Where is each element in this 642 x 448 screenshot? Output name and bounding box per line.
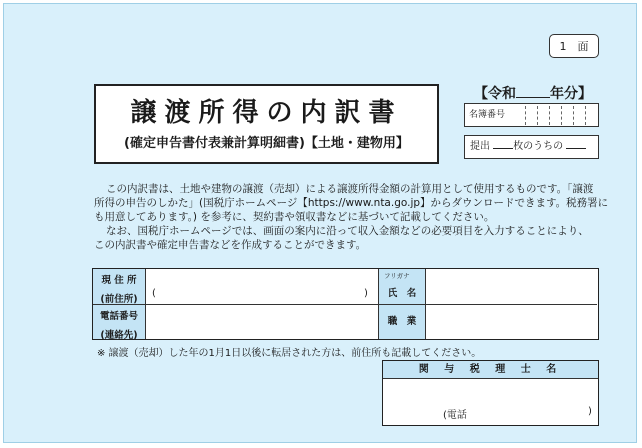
row-divider	[93, 304, 597, 305]
page-number: 1 面	[549, 34, 599, 58]
name-label: 氏 名	[387, 288, 417, 299]
tax-accountant-field[interactable]	[383, 379, 598, 425]
phone-label: 電話番号	[99, 311, 138, 322]
tax-accountant-tel-open: (電話	[443, 410, 467, 421]
col-divider-2	[378, 269, 379, 339]
era-year-field[interactable]	[516, 85, 550, 98]
prev-address-label: (前住所)	[100, 294, 138, 305]
furigana-label: フリガナ	[384, 272, 410, 280]
occupation-field[interactable]	[426, 305, 597, 339]
applicant-table	[92, 268, 599, 340]
name-field[interactable]	[426, 269, 597, 304]
intro-line-5: この内訳書や確定申告書などを作成することができます。	[94, 239, 367, 251]
teishutsu-box	[464, 135, 599, 159]
teishutsu-count-field[interactable]	[493, 138, 513, 149]
phone-label-cell	[93, 305, 145, 339]
tax-accountant-tel-close: )	[588, 406, 592, 417]
meibo-number-field[interactable]	[525, 106, 597, 125]
tax-accountant-header: 関 与 税 理 士 名	[383, 361, 598, 379]
occupation-label: 職 業	[379, 305, 425, 339]
prev-address-close: )	[364, 288, 368, 299]
meibo-label: 名簿番号	[469, 110, 506, 120]
era-suffix: 年分】	[550, 86, 592, 102]
intro-line-3: も用意してあります。) を参考に、契約書や領収書などに基づいて記載してください。	[94, 211, 495, 223]
col-divider-1	[145, 269, 146, 339]
form-title: 譲渡所得の内訳書	[130, 98, 403, 128]
name-label-cell	[379, 269, 425, 304]
address-field[interactable]	[146, 269, 378, 304]
teishutsu-index-field[interactable]	[566, 138, 586, 149]
prev-address-open: (	[152, 288, 156, 299]
tax-accountant-box	[382, 360, 599, 426]
phone-field[interactable]	[146, 305, 378, 339]
era-prefix: 【令和	[474, 86, 516, 102]
address-label-cell	[93, 269, 145, 304]
address-label: 現 住 所	[101, 275, 137, 286]
teishutsu-middle: 枚のうちの	[513, 141, 564, 152]
col-divider-3	[425, 269, 426, 339]
relocation-note: ※ 譲渡（売却）した年の1月1日以後に転居された方は、前住所も記載してください。	[97, 348, 482, 359]
intro-line-1: この内訳書は、土地や建物の譲渡（売却）による譲渡所得金額の計算用として使用するものです。「譲渡	[106, 183, 594, 195]
teishutsu-prefix: 提出	[470, 141, 490, 152]
intro-line-4: なお、国税庁ホームページでは、画面の案内に沿って収入金額などの必要項目を入力することにより、	[106, 225, 589, 237]
era-year	[474, 83, 624, 103]
form-subtitle: (確定申告書付表兼計算明細書)【土地・建物用】	[124, 136, 409, 151]
title-box	[94, 84, 439, 164]
form-page	[3, 3, 637, 443]
contact-label: (連絡先)	[100, 330, 138, 341]
intro-line-2: 所得の申告のしかた」(国税庁ホームページ【https://www.nta.go.jp】からダウンロードできます。税務署に	[94, 197, 609, 209]
meibo-box	[464, 103, 599, 127]
